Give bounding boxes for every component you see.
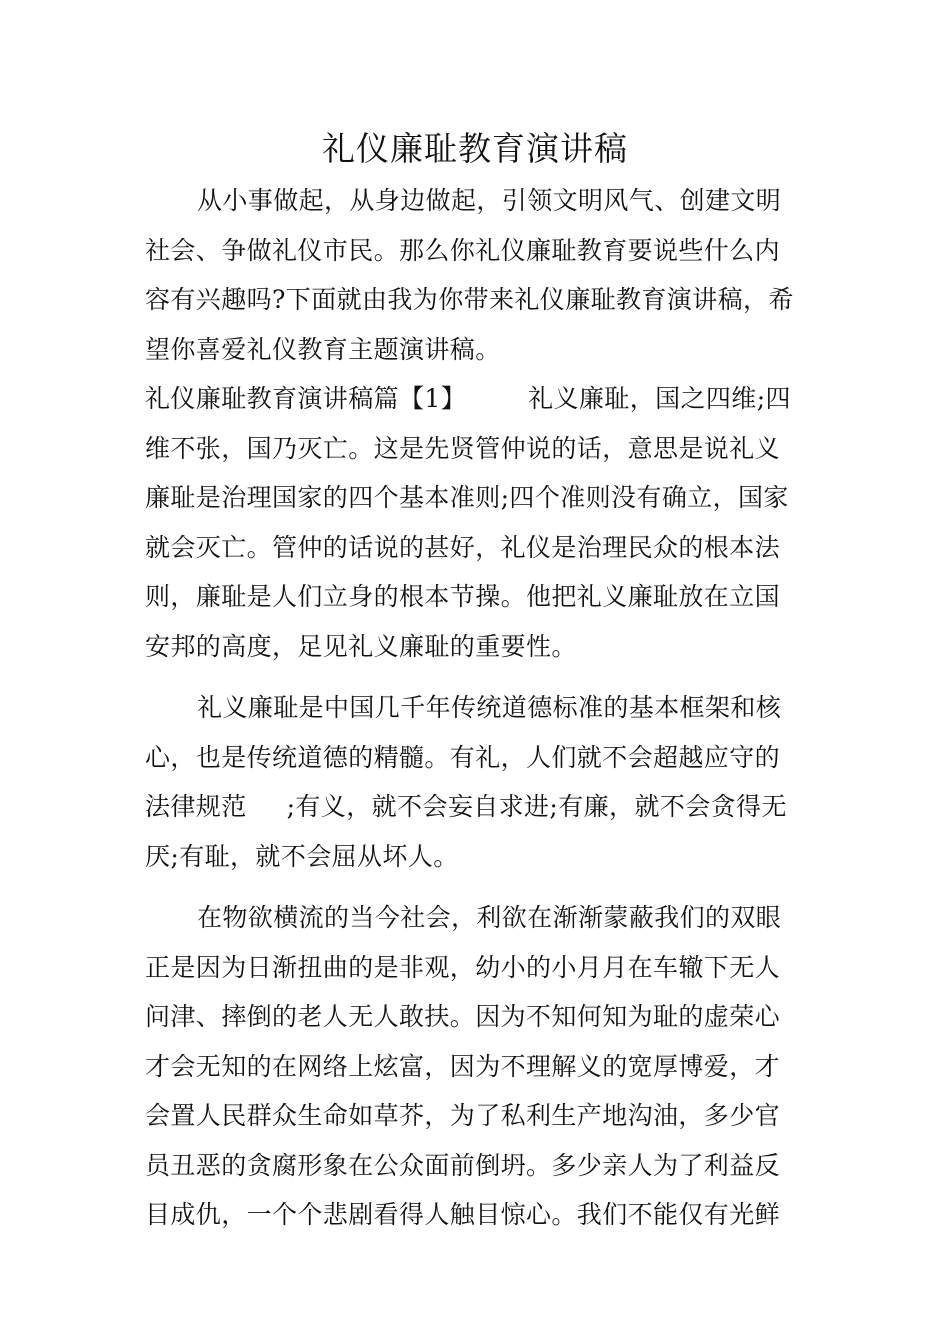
paragraph-intro bbox=[145, 176, 807, 374]
paragraph-line: 礼义廉耻是中国几千年传统道德标准的基本框架和核 bbox=[197, 693, 782, 722]
document-title: 礼仪廉耻教育演讲稿 bbox=[322, 129, 628, 168]
paragraph-section-1 bbox=[145, 374, 807, 671]
paragraph-line: 会置人民群众生命如草芥，为了私利生产地沟油，多少官 bbox=[145, 1101, 781, 1130]
paragraph-line: 才会无知的在网络上炫富，因为不理解义的宽厚博爱，才 bbox=[145, 1051, 781, 1081]
paragraph-line: 社会、争做礼仪市民。那么你礼仪廉耻教育要说些什么内 bbox=[145, 235, 781, 265]
paragraph-line bbox=[145, 782, 807, 832]
paragraph-line: 则，廉耻是人们立身的根本节操。他把礼义廉耻放在立国 bbox=[145, 582, 781, 611]
paragraph-line: 安邦的高度，足见礼义廉耻的重要性。 bbox=[145, 631, 577, 661]
paragraph-line: 员丑恶的贪腐形象在公众面前倒坍。多少亲人为了利益反 bbox=[145, 1150, 781, 1180]
section-heading-continuation: 礼义廉耻，国之四维;四 bbox=[528, 384, 791, 413]
section-heading-line bbox=[145, 374, 807, 424]
paragraph-line: 就会灭亡。管仲的话说的甚好，礼仪是治理民众的根本法 bbox=[145, 532, 781, 562]
paragraph-line: 从小事做起，从身边做起，引领文明风气、创建文明 bbox=[197, 186, 782, 215]
paragraph-values bbox=[145, 683, 807, 881]
paragraph-line: 心，也是传统道德的精髓。有礼，人们就不会超越应守的 bbox=[145, 742, 781, 772]
paragraph-society bbox=[145, 893, 807, 1240]
paragraph-line: 维不张，国乃灭亡。这是先贤管仲说的话，意思是说礼义 bbox=[145, 433, 781, 463]
paragraph-line: 厌;有耻，就不会屈从坏人。 bbox=[145, 841, 459, 871]
paragraph-line: 正是因为日渐扭曲的是非观，幼小的小月月在车辙下无人 bbox=[145, 952, 781, 982]
split-line-end: ;有义，就不会妄自求进;有廉，就不会贪得无 bbox=[286, 792, 787, 821]
paragraph-line: 廉耻是治理国家的四个基本准则;四个准则没有确立，国家 bbox=[145, 483, 789, 512]
document-body bbox=[145, 176, 807, 1240]
paragraph-line: 目成仇，一个个悲剧看得人触目惊心。我们不能仅有光鲜 bbox=[145, 1200, 781, 1229]
paragraph-line: 容有兴趣吗?下面就由我为你带来礼仪廉耻教育演讲稿，希 bbox=[145, 285, 794, 314]
paragraph-line: 望你喜爱礼仪教育主题演讲稿。 bbox=[145, 334, 501, 364]
paragraph-line: 在物欲横流的当今社会，利欲在渐渐蒙蔽我们的双眼 bbox=[197, 903, 782, 932]
section-heading: 礼仪廉耻教育演讲稿篇【1】 bbox=[145, 384, 467, 413]
paragraph-line: 问津、摔倒的老人无人敢扶。因为不知何知为耻的虚荣心 bbox=[145, 1002, 781, 1031]
split-line-start: 法律规范 bbox=[145, 792, 247, 821]
